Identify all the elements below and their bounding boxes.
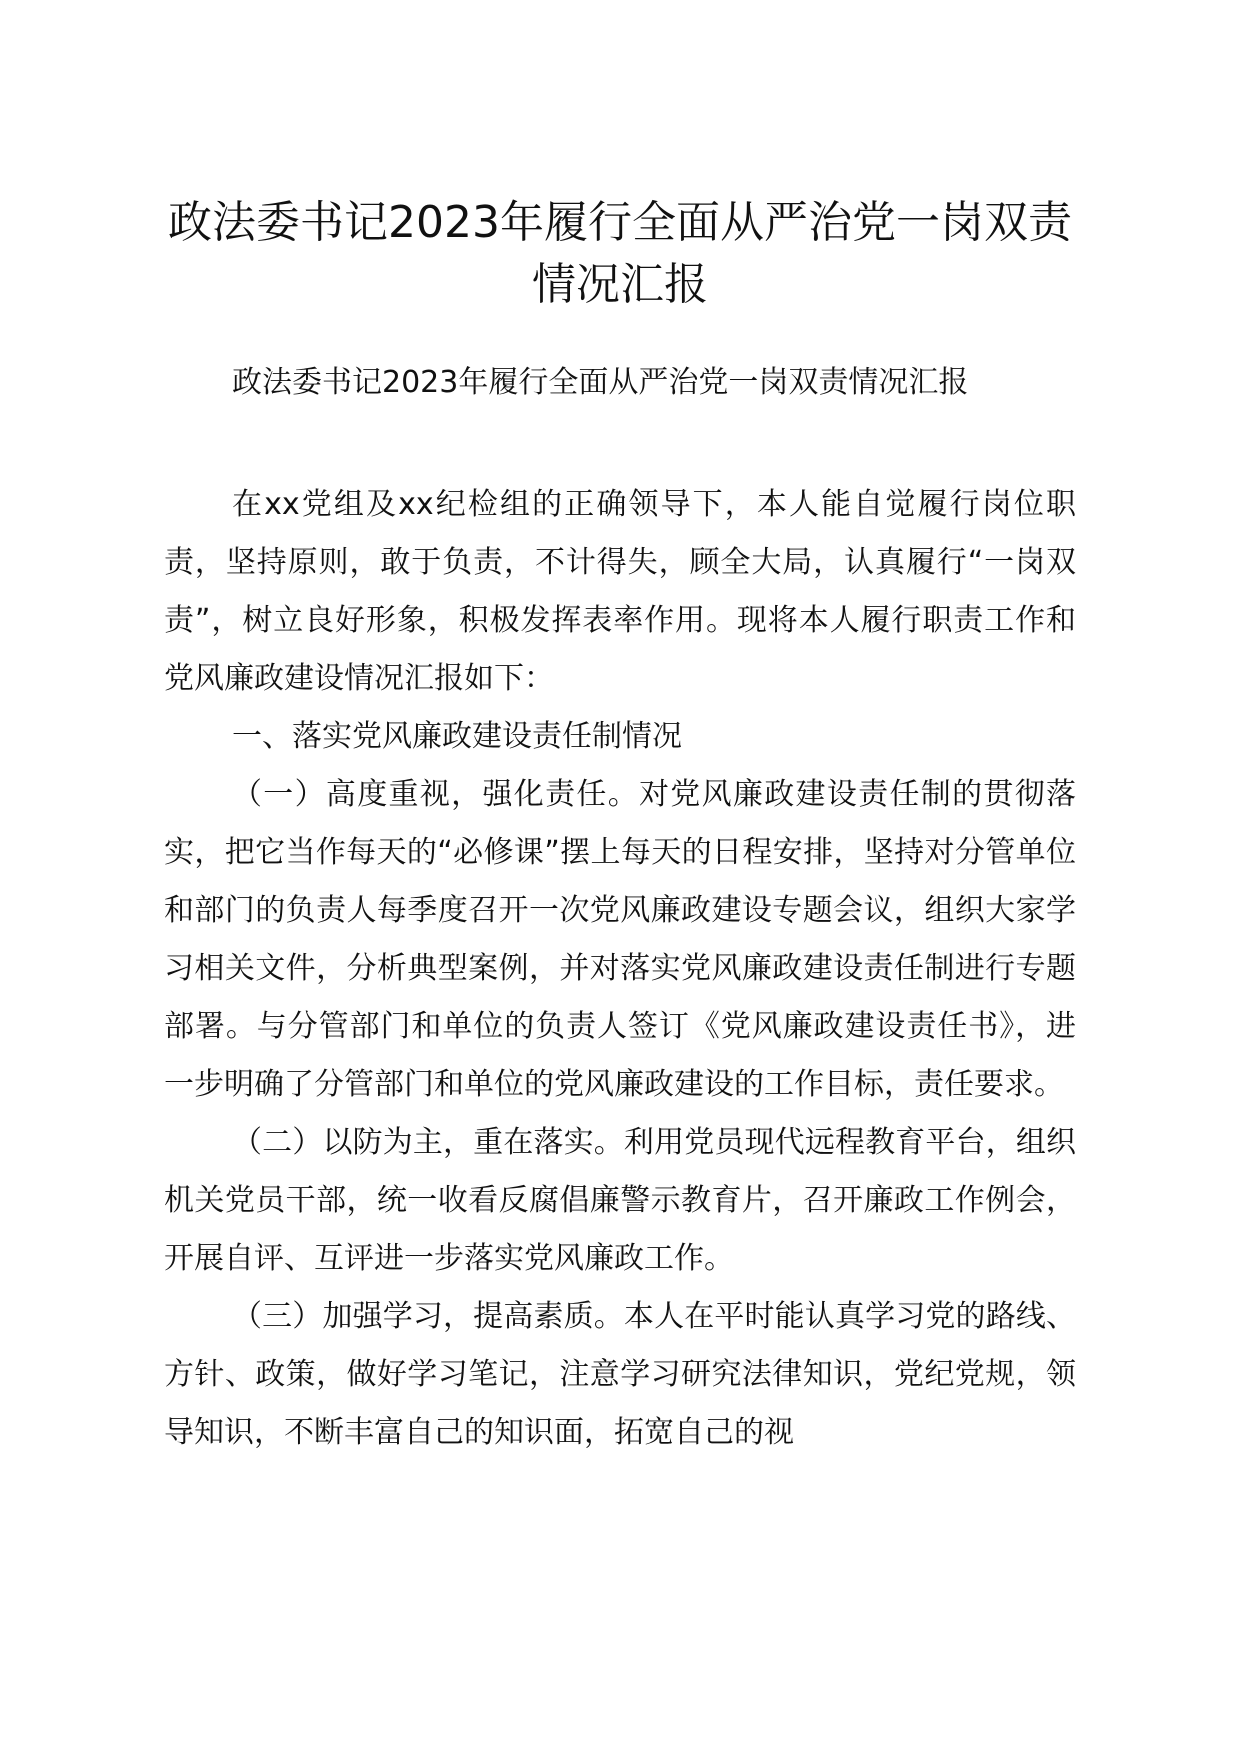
- subsection-paragraph-3: （三）加强学习，提高素质。本人在平时能认真学习党的路线、方针、政策，做好学习笔记，注意学习研究法律知识，党纪党规，领导知识，不断丰富自己的知识面，拓宽自己的视: [164, 1299, 1076, 1450]
- subsection-paragraph-2: （二）以防为主，重在落实。利用党员现代远程教育平台，组织机关党员干部，统一收看反腐倡廉警示教育片，召开廉政工作例会，开展自评、互评进一步落实党风廉政工作。: [164, 1125, 1076, 1276]
- section-heading: 一、落实党风廉政建设责任制情况: [232, 719, 682, 754]
- document-subtitle: 政法委书记2023年履行全面从严治党一岗双责情况汇报: [232, 365, 969, 400]
- document-title: 政法委书记2023年履行全面从严治党一岗双责情况汇报: [168, 197, 1072, 310]
- document-body: [164, 476, 1076, 1462]
- subsection-paragraph-1: （一）高度重视，强化责任。对党风廉政建设责任制的贯彻落实，把它当作每天的“必修课”摆上每天的日程安排，坚持对分管单位和部门的负责人每季度召开一次党风廉政建设专题会议，组织大家学习相关文件，分析典型案例，并对落实党风廉政建设责任制进行专题部署。与分管部门和单位的负责人签订《党风廉政建设责任书》，进一步明确了分管部门和单位的党风廉政建设的工作目标，责任要求。: [164, 777, 1076, 1102]
- intro-paragraph: 在xx党组及xx纪检组的正确领导下，本人能自觉履行岗位职责，坚持原则，敢于负责，不计得失，顾全大局，认真履行“一岗双责”，树立良好形象，积极发挥表率作用。现将本人履行职责工作和党风廉政建设情况汇报如下：: [164, 487, 1076, 696]
